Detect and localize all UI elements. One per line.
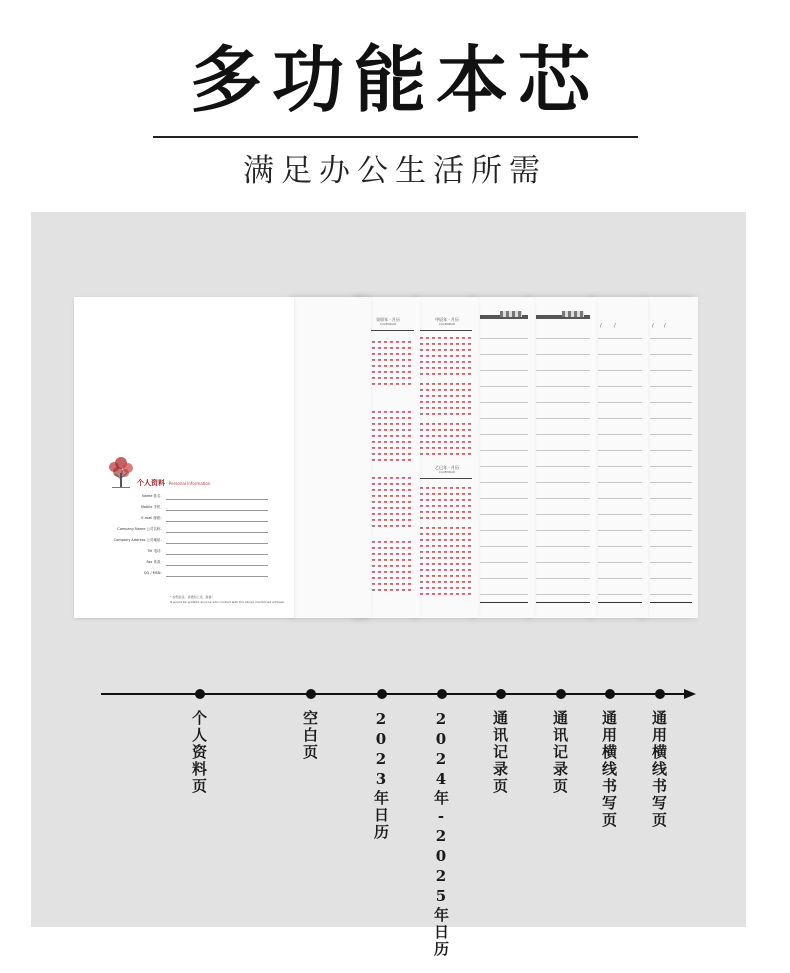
timeline-label-calendar-2023: 2023年日历 xyxy=(372,710,390,841)
month-grid xyxy=(420,483,472,519)
field-label: Name 姓名： xyxy=(142,494,164,498)
page-title: 多功能本芯 xyxy=(189,37,600,122)
calendar-2025-title: 乙巳年 · 月历 xyxy=(435,465,459,470)
blank-page xyxy=(293,297,371,618)
field-row xyxy=(108,549,268,555)
timeline-label-calendar-2024-2025: 2024年-2025年日历 xyxy=(432,710,450,958)
timeline-label-contacts-2: 通讯记录页 xyxy=(551,710,569,795)
timeline-dot xyxy=(556,689,566,699)
personal-info-title xyxy=(137,478,210,488)
timeline-label-ruled-1: 通用横线书写页 xyxy=(600,710,618,829)
timeline-dot xyxy=(437,689,447,699)
timeline-label-personal-info: 个人资料页 xyxy=(190,710,208,795)
field-line xyxy=(166,565,268,566)
calendar-rule xyxy=(420,330,472,331)
calendar-2023-sub: CALENDAR xyxy=(379,322,397,326)
calendar-2024-title: 甲辰年 · 月历 xyxy=(435,317,459,322)
checker-pattern-icon xyxy=(562,311,584,317)
field-label: E-mail 邮箱： xyxy=(141,516,164,520)
field-label: Fax 传真： xyxy=(146,560,164,564)
calendar-2024-2025-page xyxy=(416,297,478,618)
footer-line xyxy=(598,602,642,603)
title-divider xyxy=(153,136,638,138)
timeline-arrow-icon xyxy=(684,689,696,699)
field-label: Mobile 手机： xyxy=(140,505,164,509)
field-line xyxy=(166,543,268,544)
timeline-dot xyxy=(377,689,387,699)
field-row xyxy=(108,505,268,511)
contacts-page-2 xyxy=(530,297,596,618)
month-grid xyxy=(420,335,472,375)
ruled-writing-page-1 xyxy=(592,297,648,618)
timeline-axis xyxy=(101,693,686,695)
timeline-dot xyxy=(496,689,506,699)
ruled-writing-page-2 xyxy=(644,297,698,618)
month-grid xyxy=(420,419,472,455)
timeline-dot xyxy=(605,689,615,699)
return-note xyxy=(170,595,285,605)
field-line xyxy=(166,510,268,511)
field-line xyxy=(166,521,268,522)
contact-lines xyxy=(480,323,528,600)
personal-info-heading-en: Personal Information xyxy=(168,481,211,486)
month-grid xyxy=(420,563,472,595)
calendar-rule xyxy=(420,478,472,479)
field-row xyxy=(108,494,268,500)
ruled-lines xyxy=(598,323,642,600)
field-label: Tel 电话： xyxy=(147,549,164,553)
field-line xyxy=(166,532,268,533)
timeline-dot xyxy=(306,689,316,699)
field-row xyxy=(108,527,268,533)
calendar-2025-sub: CALENDAR xyxy=(438,470,456,474)
personal-info-heading: 个人资料 xyxy=(137,479,165,487)
contacts-page-1 xyxy=(474,297,534,618)
field-label: Company Name 公司名称： xyxy=(117,527,164,531)
checker-pattern-icon xyxy=(500,311,522,317)
field-line xyxy=(166,499,268,500)
footer-line xyxy=(650,602,692,603)
return-note-en: It would be grateful anyone who contact with the above mentioned address. xyxy=(170,600,285,604)
field-label: Company Address 公司地址： xyxy=(113,538,164,542)
timeline-label-blank: 空白页 xyxy=(301,710,319,761)
personal-info-page xyxy=(74,297,294,618)
page-subtitle: 满足办公生活所需 xyxy=(243,153,547,189)
footer-line xyxy=(480,602,528,603)
timeline-label-ruled-2: 通用横线书写页 xyxy=(650,710,668,829)
calendar-2025-heading xyxy=(416,465,478,475)
calendar-2024-sub: CALENDAR xyxy=(438,322,456,326)
timeline-dot xyxy=(195,689,205,699)
field-row xyxy=(108,560,268,566)
timeline-label-contacts-1: 通讯记录页 xyxy=(491,710,509,795)
calendar-2023-title: 癸卯年 · 月历 xyxy=(376,317,400,322)
footer-line xyxy=(536,602,590,603)
month-grid xyxy=(420,379,472,415)
field-line xyxy=(166,576,268,577)
field-row xyxy=(108,516,268,522)
field-row xyxy=(108,538,268,544)
field-label: QQ / MSN： xyxy=(143,571,164,575)
field-line xyxy=(166,554,268,555)
return-note-zh: * 如您拾获，请通知上述，谢谢！ xyxy=(170,595,215,599)
month-grid xyxy=(420,523,472,559)
tree-logo-icon xyxy=(104,457,138,491)
timeline-dot xyxy=(655,689,665,699)
ruled-lines xyxy=(650,323,692,600)
field-row xyxy=(108,571,268,577)
contact-lines xyxy=(536,323,590,600)
calendar-2024-heading xyxy=(416,317,478,327)
